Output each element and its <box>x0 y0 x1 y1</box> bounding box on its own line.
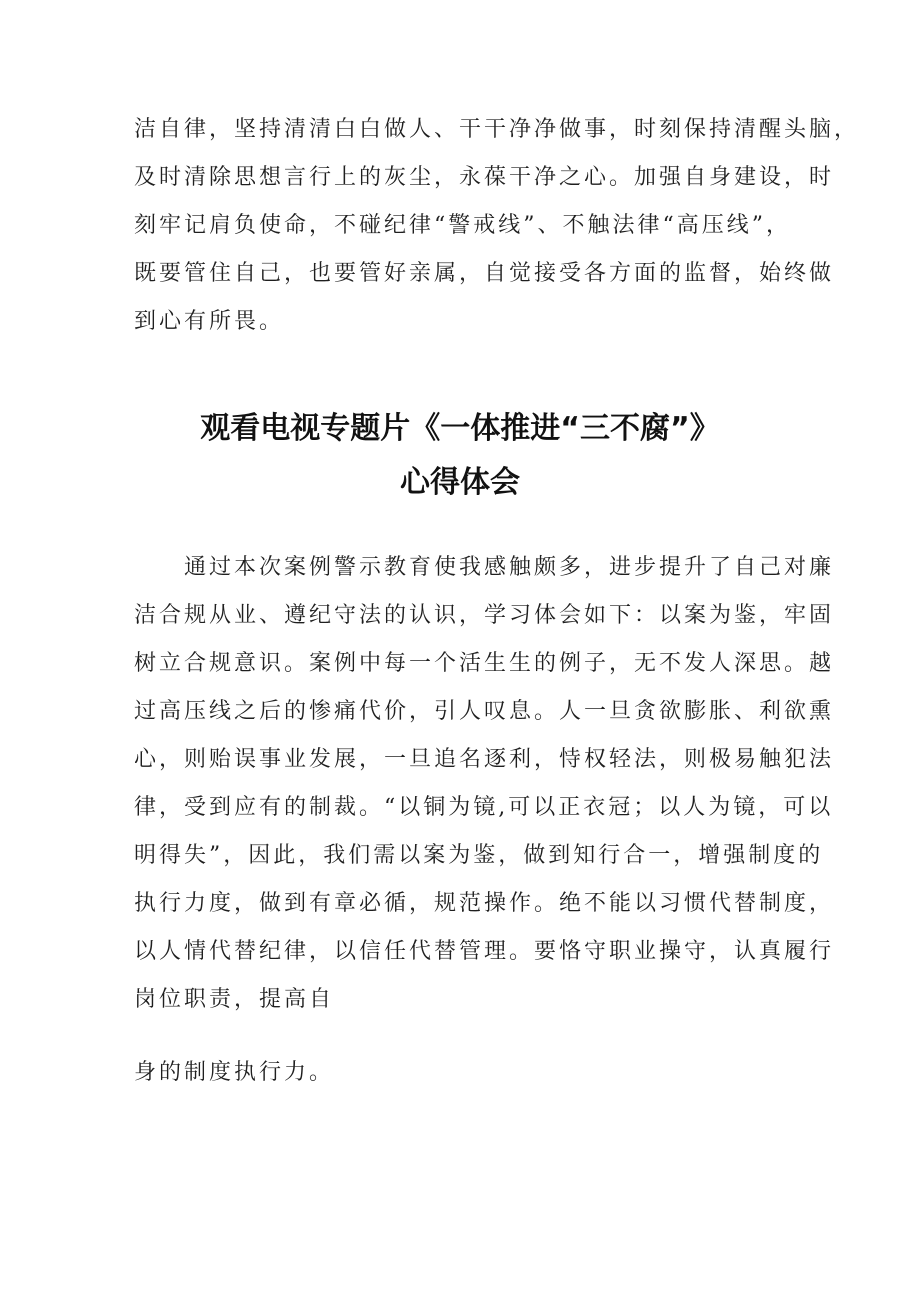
paragraph-tail <box>134 1049 796 1097</box>
title-line: 心得体会 <box>400 465 520 500</box>
text-line: 心，则贻误事业发展，一旦追名逐利，恃权轻法，则极易触犯法 <box>134 747 835 772</box>
text-line: 既要管住自己，也要管好亲属，自觉接受各方面的监督，始终做 <box>134 261 835 286</box>
text-line: 身的制度执行力。 <box>134 1060 335 1085</box>
text-line: 刻牢记肩负使命，不碰纪律“警戒线”、不触法律“高压线”， <box>134 213 791 238</box>
text-line: 过高压线之后的惨痛代价，引人叹息。人一旦贪欲膨胀、利欲熏 <box>134 699 835 724</box>
title-line: 观看电视专题片《一体推进“三不腐”》 <box>200 411 720 446</box>
text-line: 岗位职责，提高自 <box>134 987 335 1012</box>
text-line: 以人情代替纪律，以信任代替管理。要恪守职业操守，认真履行 <box>134 939 835 964</box>
text-line: 律，受到应有的制裁。“以铜为镜,可以正衣冠；以人为镜，可以 <box>134 795 834 820</box>
paragraph-continued <box>134 106 860 346</box>
text-line: 洁自律，坚持清清白白做人、干干净净做事，时刻保持清醒头脑， <box>134 117 860 142</box>
text-line: 洁合规从业、遵纪守法的认识，学习体会如下：以案为鉴，牢固 <box>134 603 835 628</box>
paragraph-body <box>134 544 835 1024</box>
text-line: 到心有所畏。 <box>134 309 285 334</box>
text-line: 执行力度，做到有章必循，规范操作。绝不能以习惯代替制度， <box>134 891 835 916</box>
text-line: 及时清除思想言行上的灰尘，永葆干净之心。加强自身建设，时 <box>134 165 835 190</box>
section-title <box>80 402 840 510</box>
text-line: 树立合规意识。案例中每一个活生生的例子，无不发人深思。越 <box>134 651 835 676</box>
text-line: 通过本次案例警示教育使我感触颇多，进步提升了自己对廉 <box>184 555 835 580</box>
text-line: 明得失”，因此，我们需以案为鉴，做到知行合一，增强制度的 <box>134 843 824 868</box>
